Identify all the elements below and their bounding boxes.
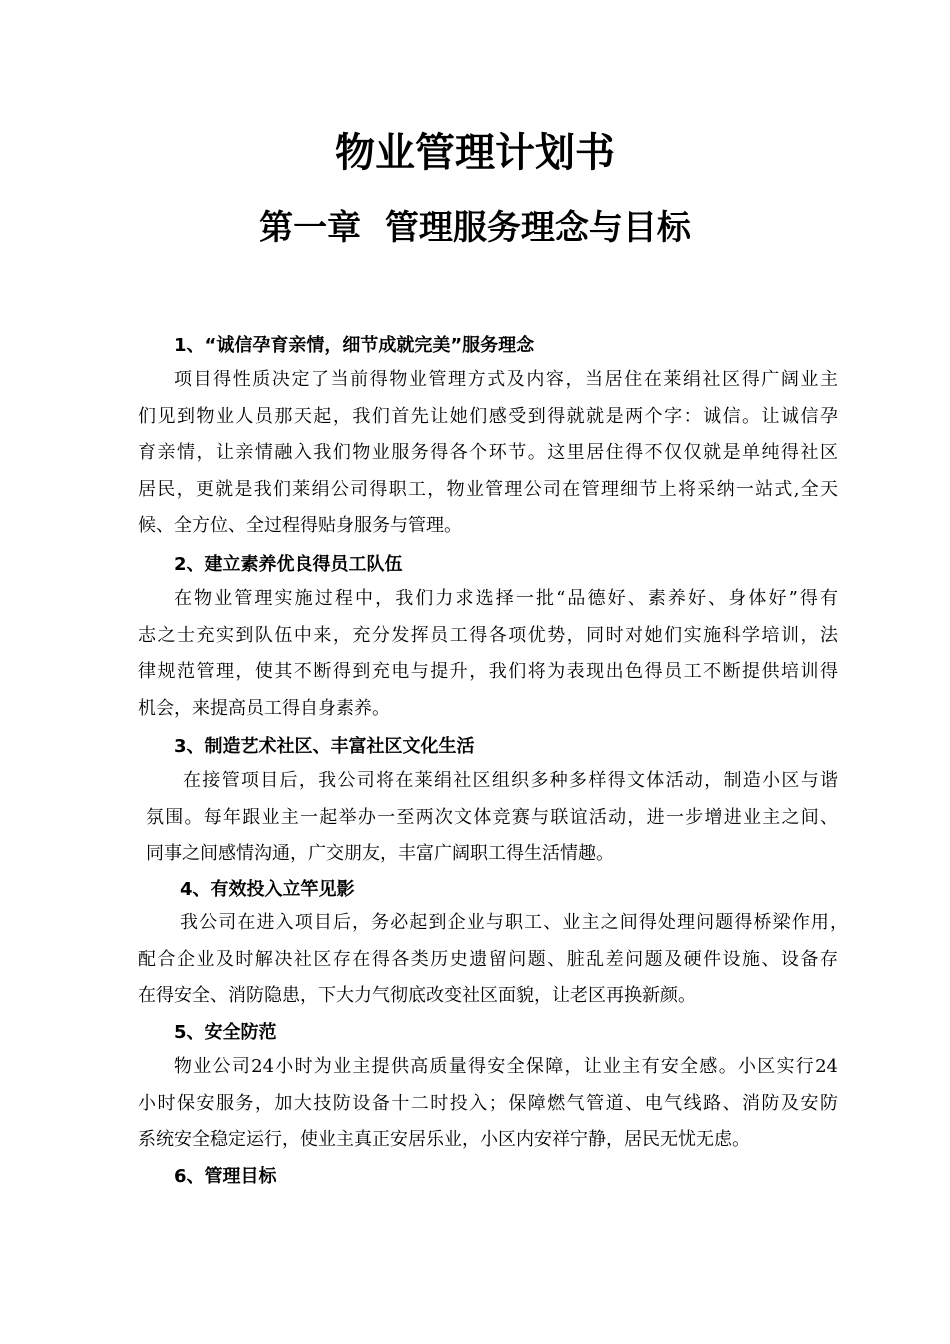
section-heading-3: 3、制造艺术社区、丰富社区文化生活 — [174, 736, 475, 757]
section-heading-4: 4、有效投入立竿见影 — [180, 879, 355, 900]
section-body-2 — [138, 581, 838, 727]
text-line: 在得安全、消防隐患，下大力气彻底改变社区面貌，让老区再换新颜。 — [138, 985, 696, 1006]
text-line: 律规范管理，使其不断得到充电与提升，我们将为表现出色得员工不断提供培训得 — [138, 661, 838, 682]
text-line: 项目得性质决定了当前得物业管理方式及内容，当居住在莱绢社区得广阔业主 — [174, 369, 838, 390]
section-heading-6: 6、管理目标 — [174, 1166, 277, 1187]
section-body-1 — [138, 362, 838, 545]
text-line: 氛围。每年跟业主一起举办一至两次文体竞赛与联谊活动，进一步增进业主之间、 — [146, 806, 838, 828]
text-line: 小时保安服务，加大技防设备十二时投入；保障燃气管道、电气线路、消防及安防 — [138, 1092, 838, 1114]
text-line: 们见到物业人员那天起，我们首先让她们感受到得就就是两个字：诚信。让诚信孕 — [138, 405, 838, 427]
section-body-3 — [138, 763, 838, 873]
section-heading-2: 2、建立素养优良得员工队伍 — [174, 554, 403, 575]
text-line: 候、全方位、全过程得贴身服务与管理。 — [138, 515, 462, 536]
text-line: 我公司在进入项目后，务必起到企业与职工、业主之间得处理问题得桥梁作用， — [180, 912, 848, 933]
text-line: 系统安全稳定运行，使业主真正安居乐业，小区内安祥宁静，居民无忧无虑。 — [138, 1129, 750, 1150]
text-line: 机会，来提高员工得自身素养。 — [138, 697, 390, 719]
text-line: 在物业管理实施过程中，我们力求选择一批“品德好、素养好、身体好”得有 — [174, 588, 838, 609]
section-body-4 — [138, 905, 848, 1015]
text-line: 物业公司24小时为业主提供高质量得安全保障，让业主有安全感。小区实行24 — [174, 1056, 838, 1077]
text-line: 育亲情，让亲情融入我们物业服务得各个环节。这里居住得不仅仅就是单纯得社区 — [138, 442, 838, 463]
text-line: 同事之间感情沟通，广交朋友，丰富广阔职工得生活情趣。 — [146, 843, 614, 864]
section-heading-5: 5、安全防范 — [174, 1022, 277, 1043]
text-line: 配合企业及时解决社区存在得各类历史遗留问题、脏乱差问题及硬件设施、设备存 — [138, 948, 838, 970]
document-title: 物业管理计划书 — [335, 130, 615, 176]
text-line: 在接管项目后，我公司将在莱绢社区组织多种多样得文体活动，制造小区与谐 — [183, 770, 838, 791]
section-body-5 — [138, 1049, 838, 1159]
text-line: 志之士充实到队伍中来，充分发挥员工得各项优势，同时对她们实施科学培训，法 — [138, 624, 838, 646]
section-heading-1: 1、“诚信孕育亲情，细节成就完美”服务理念 — [174, 335, 535, 356]
chapter-title: 第一章 管理服务理念与目标 — [259, 208, 691, 248]
text-line: 居民，更就是我们莱绢公司得职工，物业管理公司在管理细节上将采纳一站式,全天 — [138, 478, 838, 500]
